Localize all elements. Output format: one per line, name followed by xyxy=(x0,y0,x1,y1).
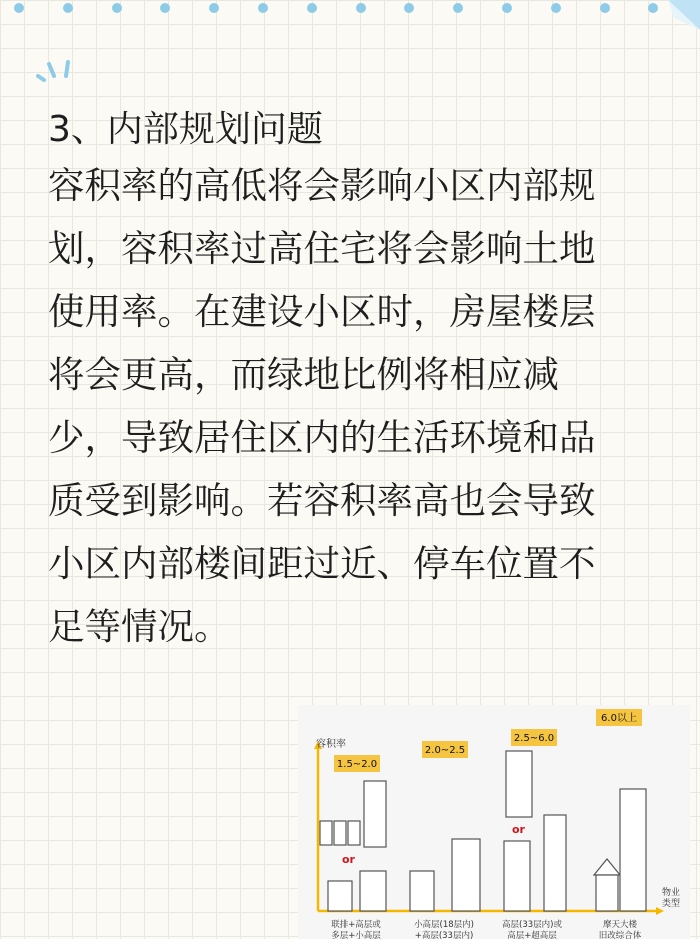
plot-ratio-illustration xyxy=(298,705,690,939)
mid-rise-icon xyxy=(410,871,434,911)
border-dot xyxy=(600,3,610,13)
or-label: or xyxy=(342,853,355,866)
border-dot xyxy=(502,3,512,13)
category-label: 多层+小高层 xyxy=(331,931,381,939)
border-dot xyxy=(356,3,366,13)
border-dot xyxy=(63,3,73,13)
paragraph-line: 少，导致居住区内的生活环境和品 xyxy=(48,416,596,459)
high-rise-icon xyxy=(506,751,532,817)
border-dot xyxy=(258,3,268,13)
townhouse-icon xyxy=(348,821,360,845)
paragraph-line: 小区内部楼间距过近、停车位置不 xyxy=(48,542,596,585)
building-group-2 xyxy=(410,839,480,911)
border-dot xyxy=(551,3,561,13)
sparkle-icon xyxy=(34,54,80,100)
border-dot xyxy=(14,3,24,13)
building-group-4 xyxy=(594,789,646,911)
x-axis-label: 物业 xyxy=(662,888,681,898)
border-dot xyxy=(112,3,122,13)
mid-rise-icon xyxy=(328,881,352,911)
range-badge-label: 1.5~2.0 xyxy=(336,759,378,770)
complex-building-icon xyxy=(596,875,618,911)
section-heading: 3、内部规划问题 xyxy=(48,109,323,150)
category-label: +高层(33层内) xyxy=(414,931,474,939)
article-body xyxy=(48,108,678,658)
border-dot xyxy=(453,3,463,13)
category-label: 摩天大楼 xyxy=(602,920,638,930)
illustration-svg xyxy=(298,705,690,939)
paragraph-line: 容积率的高低将会影响小区内部规 xyxy=(48,164,596,207)
border-dot xyxy=(648,3,658,13)
category-label: 小高层(18层内) xyxy=(414,920,474,930)
category-label: 高层+超高层 xyxy=(507,931,557,939)
paragraph-line: 足等情况。 xyxy=(48,605,231,648)
category-label: 高层(33层内)或 xyxy=(502,920,562,930)
skyscraper-icon xyxy=(620,789,646,911)
paragraph-line: 质受到影响。若容积率高也会导致 xyxy=(48,479,596,522)
paragraph-line: 将会更高，而绿地比例将相应减 xyxy=(48,353,559,396)
border-dot xyxy=(307,3,317,13)
super-high-rise-icon xyxy=(544,815,566,911)
high-rise-icon xyxy=(364,781,386,847)
paragraph-line: 使用率。在建设小区时，房屋楼层 xyxy=(48,290,596,333)
high-rise-icon xyxy=(504,841,530,911)
y-axis-label: 容积率 xyxy=(316,739,346,750)
or-label: or xyxy=(512,823,525,836)
house-roof-icon xyxy=(594,859,620,875)
high-rise-icon xyxy=(452,839,480,911)
building-group-1 xyxy=(320,781,386,911)
range-badge-label: 6.0以上 xyxy=(601,713,637,724)
high-rise-icon xyxy=(360,871,386,911)
range-badge-label: 2.0~2.5 xyxy=(424,745,466,756)
top-dot-border xyxy=(0,3,700,17)
townhouse-icon xyxy=(320,821,332,845)
paragraph-line: 划，容积率过高住宅将会影响土地 xyxy=(48,227,596,270)
range-badge-label: 2.5~6.0 xyxy=(513,733,555,744)
townhouse-icon xyxy=(334,821,346,845)
border-dot xyxy=(160,3,170,13)
corner-fold-icon xyxy=(660,0,700,32)
category-label: 联排+高层或 xyxy=(331,920,381,930)
category-label: 旧改综合体 xyxy=(598,931,642,939)
x-axis-label: 类型 xyxy=(662,899,681,909)
border-dot xyxy=(209,3,219,13)
border-dot xyxy=(404,3,414,13)
